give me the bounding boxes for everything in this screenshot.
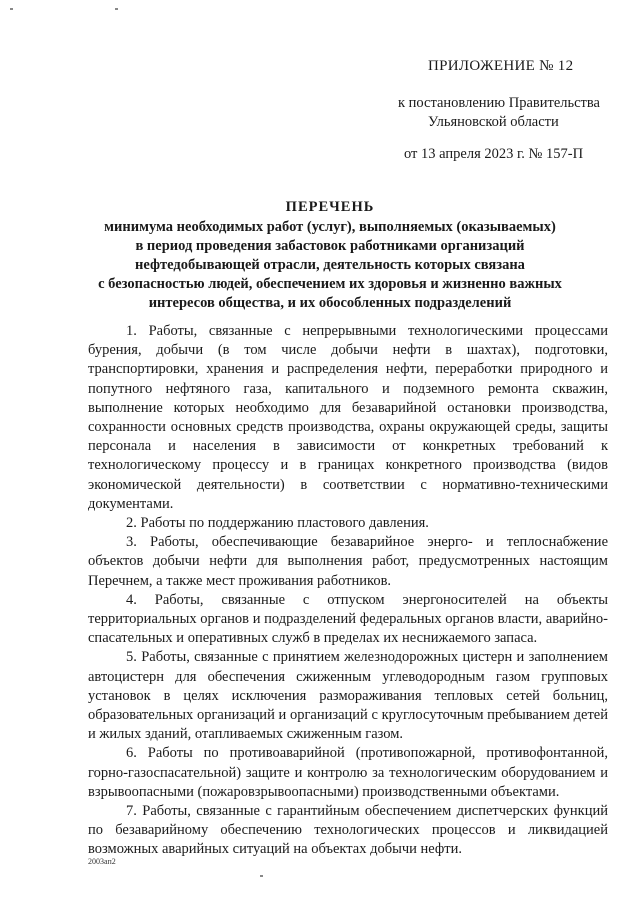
list-item-5: 5. Работы, связанные с принятием железнодорожных цистерн и заполнением автоцистерн для обеспечения сжиженным углеводородным газом групповых установок в целях исключения размораживания тепловых сетей больниц, образовательных организаций и организаций с круглосуточным пребыванием детей и жилых зданий, отапливаемых сжиженным газом.	[88, 649, 608, 743]
list-item-4: 4. Работы, связанные с отпуском энергоносителей на объекты территориальных органов и подразделений федеральных органов власти, аварийно-спасательных и оперативных служб в пределах их неснижаемого запаса.	[88, 591, 608, 647]
title-line: в период проведения забастовок работниками организаций	[135, 238, 525, 254]
list-item-3: 3. Работы, обеспечивающие безаварийное энерго- и теплоснабжение объектов добычи нефти для выполнения работ, предусмотренных настоящим Перечнем, а также мест проживания работников.	[88, 534, 608, 589]
annex-title: ПРИЛОЖЕНИЕ № 12	[428, 58, 574, 74]
title-line: нефтедобывающей отрасли, деятельность которых связана	[135, 257, 525, 273]
scan-artifact	[260, 875, 263, 877]
list-item-2: 2. Работы по поддержанию пластового давления.	[126, 515, 429, 532]
list-item-7: 7. Работы, связанные с гарантийным обеспечением диспетчерских функций по безаварийному обеспечению технологических процессов и ликвидацией возможных аварийных ситуаций на объектах добычи нефти.	[88, 803, 608, 858]
footer-code: 2003ап2	[88, 857, 116, 866]
scan-artifact	[115, 8, 118, 10]
title-main: ПЕРЕЧЕНЬ	[285, 199, 375, 215]
list-item-1: 1. Работы, связанные с непрерывными технологическими процессами бурения, добычи (в том числе добычи нефти в шахтах), подготовки, транспортировки, хранения и распределения нефти, переработки природного и попутного нефтяного газа, капитального и подземного ремонта скважин, выполнение которых необходимо для безаварийной остановки производства, сохранности основных средств производства, охраны окружающей среды, защиты персонала и населения в зависимости от конкретных требований к технологическому процессу и в границах конкретного производства (видов экономической деятельности) в соответствии с нормативно-техническими документами.	[88, 323, 608, 512]
title-line: интересов общества, и их обособленных подразделений	[148, 295, 512, 311]
decree-reference-line2: Ульяновской области	[428, 114, 559, 130]
list-item-6: 6. Работы по противоаварийной (противопожарной, противофонтанной, горно-газоспасательной) защите и контролю за технологическим оборудованием и взрывоопасными (пожаровзрывоопасными) производственными объектами.	[88, 745, 608, 800]
decree-date: от 13 апреля 2023 г. № 157-П	[404, 146, 584, 162]
title-line: с безопасностью людей, обеспечением их здоровья и жизненно важных	[98, 276, 562, 292]
title-line: минимума необходимых работ (услуг), выполняемых (оказываемых)	[104, 219, 556, 235]
scan-artifact	[10, 8, 13, 10]
document-body	[88, 322, 608, 860]
document-title	[80, 198, 580, 313]
decree-reference-line1: к постановлению Правительства	[398, 95, 600, 111]
